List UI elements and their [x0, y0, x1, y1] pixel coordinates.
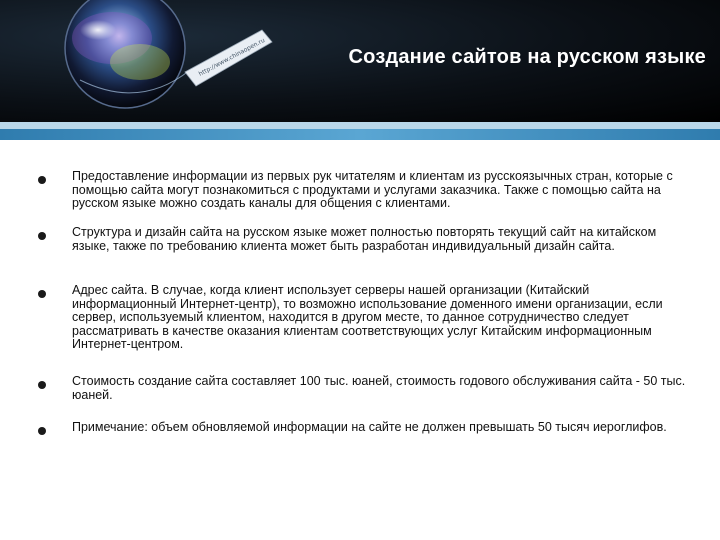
bullet-text: Структура и дизайн сайта на русском языке может полностью повторять текущий сайт на китайском языке, также по требованию клиента может быть разработан индивидуальный дизайн сайта.: [72, 225, 657, 253]
bullet-text: Стоимость создание сайта составляет 100 тыс. юаней, стоимость годового обслуживания сайта - 50 тыс. юаней.: [72, 374, 686, 402]
bullet-icon: [38, 427, 46, 435]
bullet-text: Предоставление информации из первых рук читателям и клиентам из русскоязычных стран, которые с помощью сайта могут познакомиться с продуктами и услугами заказчика. Также с помощью сайта на русском языке можно создать каналы для общения с клиентами.: [72, 169, 673, 211]
globe-graphic: [0, 0, 290, 122]
bullet-text: Примечание: объем обновляемой информации на сайте не должен превышать 50 тысяч иероглифов.: [72, 420, 667, 434]
bullet-icon: [38, 290, 46, 298]
bullet-icon: [38, 381, 46, 389]
header-stripe-light: [0, 122, 720, 129]
svg-text:http://www.chinaopen.ru: http://www.chinaopen.ru: [197, 36, 267, 78]
slide-title: Создание сайтов на русском языке: [348, 46, 706, 68]
header-stripe-blue: [0, 129, 720, 140]
bullet-text: Адрес сайта. В случае, когда клиент использует серверы нашей организации (Китайский информационный Интернет-центр), то возможно использование доменного имени организации, если сервер, используемый клиентом, находится в другом месте, то данное сотрудничество следует рассматривать в качестве оказания клиентам соответствующих услуг Китайским информационным Интернет-центром.: [72, 283, 663, 352]
bullet-icon: [38, 232, 46, 240]
slide-header: [0, 0, 720, 122]
bullet-icon: [38, 176, 46, 184]
